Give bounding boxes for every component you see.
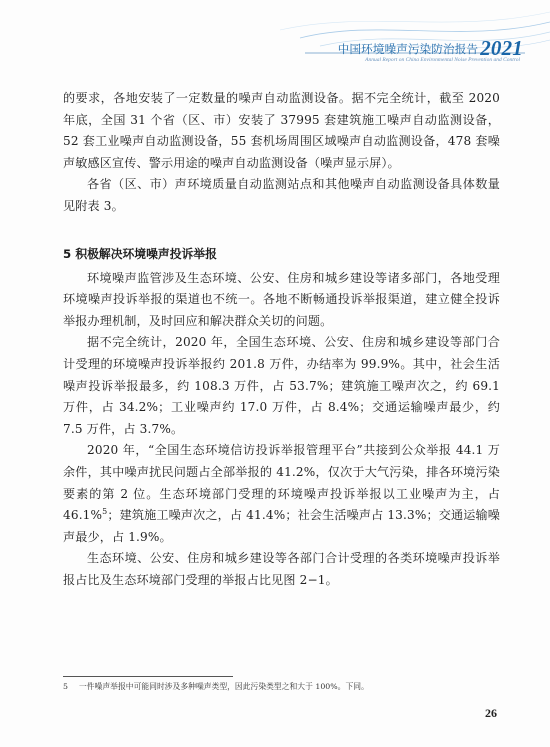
report-subtitle: Annual Report on China Environmental Noise Prevention and Control [365, 57, 520, 63]
report-year: 2021 [480, 36, 523, 60]
footnote-reference[interactable]: 5 [102, 507, 108, 517]
paragraph-monitoring-equipment: 的要求，各地安装了一定数量的噪声自动监测设备。据不完全统计，截至 2020 年底，全国 31 个省（区、市）安装了 37995 套建筑施工噪声自动监测设备，52 套工业噪声自动监测设备，55 套机场周围区域噪声自动监测设备，478 套噪声敏感区宣传、警示用途的噪声自动监测设备（噪声显示屏）。 [63, 91, 500, 170]
paragraph-platform-reports [63, 440, 500, 548]
platform-text-part2: ；建筑施工噪声次之，占 41.4%；社会生活噪声占 13.3%；交通运输噪声最少，占 1.9%。 [63, 508, 500, 544]
paragraph-appendix-reference: 各省（区、市）声环境质量自动监测站点和其他噪声自动监测设备具体数量见附表 3。 [63, 177, 500, 213]
footnote-number: 5 [63, 682, 68, 691]
footnote-divider [63, 676, 233, 677]
paragraph-complaint-statistics: 据不完全统计，2020 年，全国生态环境、公安、住房和城乡建设等部门合计受理的环境噪声投诉举报约 201.8 万件，办结率为 99.9%。其中，社会生活噪声投诉举报最多，约 108.3 万件，占 53.7%；建筑施工噪声次之，约 69.1 万件，占 34.2%；工业噪声约 17.0 万件，占 8.4%；交通运输噪声最少，约 7.5 万件，占 3.7%。 [63, 335, 500, 436]
platform-text-part1: 2020 年，“全国生态环境信访投诉举报管理平台”共接到公众举报 44.1 万余件，其中噪声扰民问题占全部举报的 41.2%，仅次于大气污染，排各环境污染要素的第 2 位。生态环境部门受理的环境噪声投诉举报以工业噪声为主，占 46.1% [63, 443, 500, 523]
paragraph-complaint-channels: 环境噪声监管涉及生态环境、公安、住房和城乡建设等诸多部门，各地受理环境噪声投诉举报的渠道也不统一。各地不断畅通投诉举报渠道，建立健全投诉举报办理机制，及时回应和解决群众关切的问题。 [63, 270, 500, 328]
footnote-text: 一件噪声举报中可能同时涉及多种噪声类型，因此污染类型之和大于 100%。下同。 [79, 682, 369, 691]
paragraph-figure-reference: 生态环境、公安、住房和城乡建设等各部门合计受理的各类环境噪声投诉举报占比及生态环境部门受理的举报占比见图 2−1。 [63, 551, 500, 587]
section-heading: 5 积极解决环境噪声投诉举报 [63, 246, 217, 261]
footnote [63, 681, 500, 693]
page-body [63, 88, 500, 591]
page-header [0, 0, 550, 78]
page-number: 26 [485, 706, 497, 720]
report-title-text: 中国环境噪声污染防治报告 [337, 42, 479, 56]
